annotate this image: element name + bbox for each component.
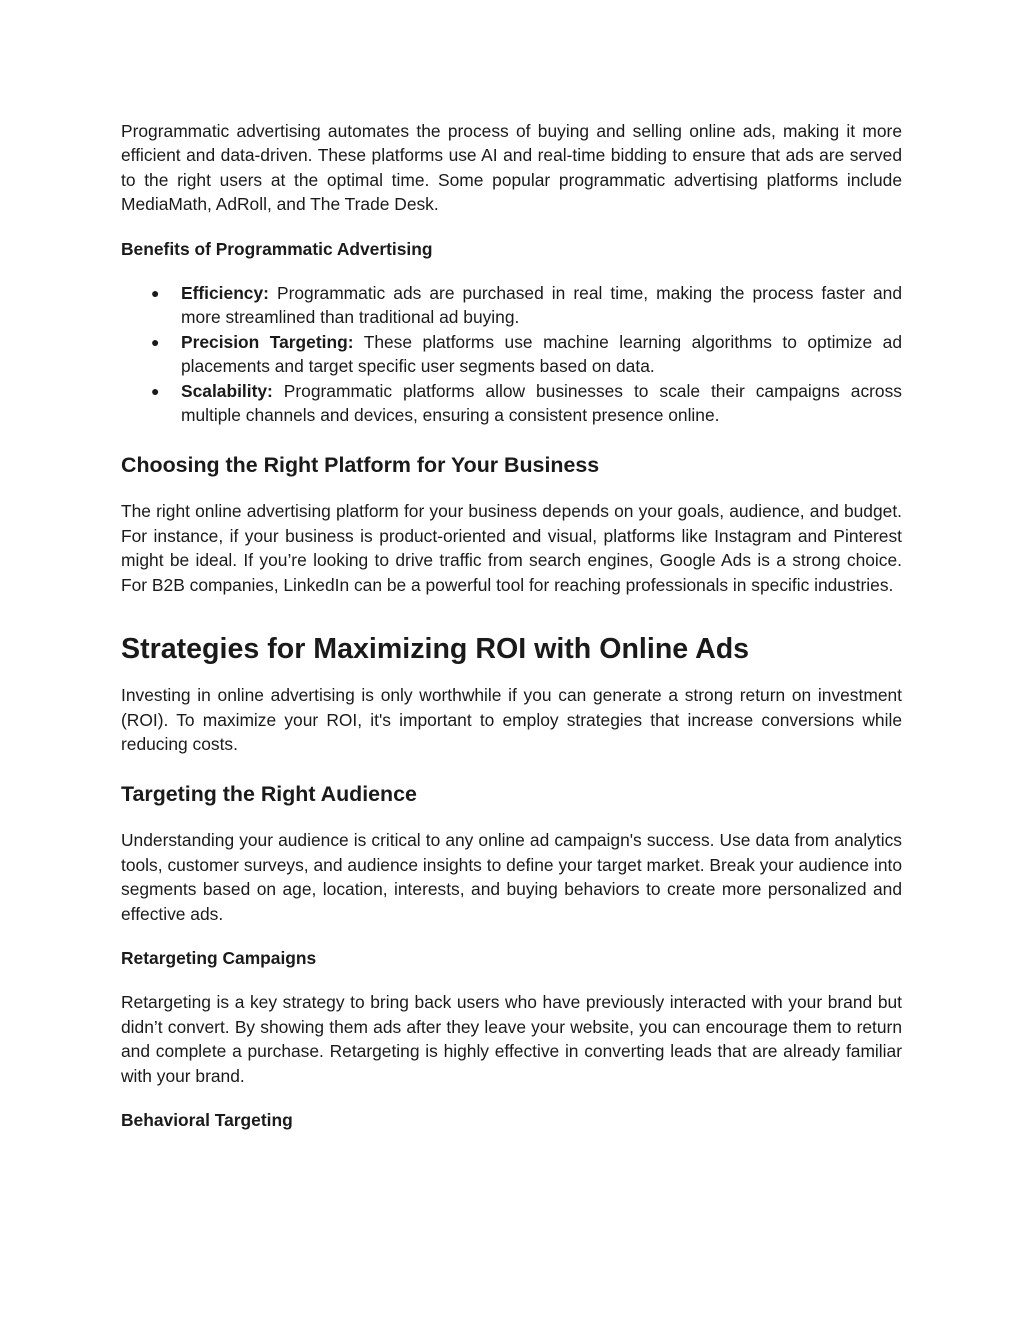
targeting-paragraph: Understanding your audience is critical to any online ad campaign's success. Use data from analytics tools, customer surveys, and audience insights to define your target market. Break your audience into segments based on age, location, interests, and buying behaviors to create more personalized and effective ads. [121,830,902,924]
retargeting-heading: Retargeting Campaigns [121,947,317,968]
list-item [121,281,902,330]
list-item-term: Precision Targeting: [181,331,354,352]
intro-paragraph: Programmatic advertising automates the process of buying and selling online ads, making it more efficient and data-driven. These platforms use AI and real-time bidding to ensure that ads are served to the right users at the optimal time. Some popular programmatic advertising platforms include MediaMath, AdRoll, and The Trade Desk. [121,121,902,215]
bullet-icon: ● [151,285,160,302]
document-page [121,119,902,1132]
list-item-text: Programmatic platforms allow businesses to scale their campaigns across multiple channels and devices, ensuring a consistent presence online. [181,380,902,426]
list-item-text: Programmatic ads are purchased in real time, making the process faster and more streamlined than traditional ad buying. [181,283,902,328]
behavioral-heading: Behavioral Targeting [121,1109,293,1130]
list-item-term: Scalability: [181,380,273,401]
section-heading-choosing: Choosing the Right Platform for Your Business [121,453,600,478]
list-item [121,330,902,379]
bullet-icon: ● [151,382,160,399]
strategies-paragraph: Investing in online advertising is only worthwhile if you can generate a strong return on investment (ROI). To maximize your ROI, it's important to employ strategies that increase conversions while reducing costs. [121,685,902,754]
benefits-heading: Benefits of Programmatic Advertising [121,238,433,259]
choosing-paragraph: The right online advertising platform for your business depends on your goals, audience, and budget. For instance, if your business is product-oriented and visual, platforms like Instagram and Pinterest might be ideal. If you’re looking to drive traffic from search engines, Google Ads is a strong choice. For B2B companies, LinkedIn can be a powerful tool for reaching professionals in specific industries. [121,501,902,595]
section-heading-targeting: Targeting the Right Audience [121,782,417,807]
list-item [121,379,902,428]
benefits-list [121,281,902,427]
bullet-icon: ● [151,333,160,350]
retargeting-paragraph: Retargeting is a key strategy to bring back users who have previously interacted with your brand but didn’t convert. By showing them ads after they leave your website, you can encourage them to return and complete a purchase. Retargeting is highly effective in converting leads that are already familiar with your brand. [121,992,902,1086]
section-heading-strategies: Strategies for Maximizing ROI with Online Ads [121,633,750,666]
list-item-term: Efficiency: [181,283,269,304]
list-item-text: These platforms use machine learning algorithms to optimize ad placements and target specific user segments based on data. [181,331,902,377]
